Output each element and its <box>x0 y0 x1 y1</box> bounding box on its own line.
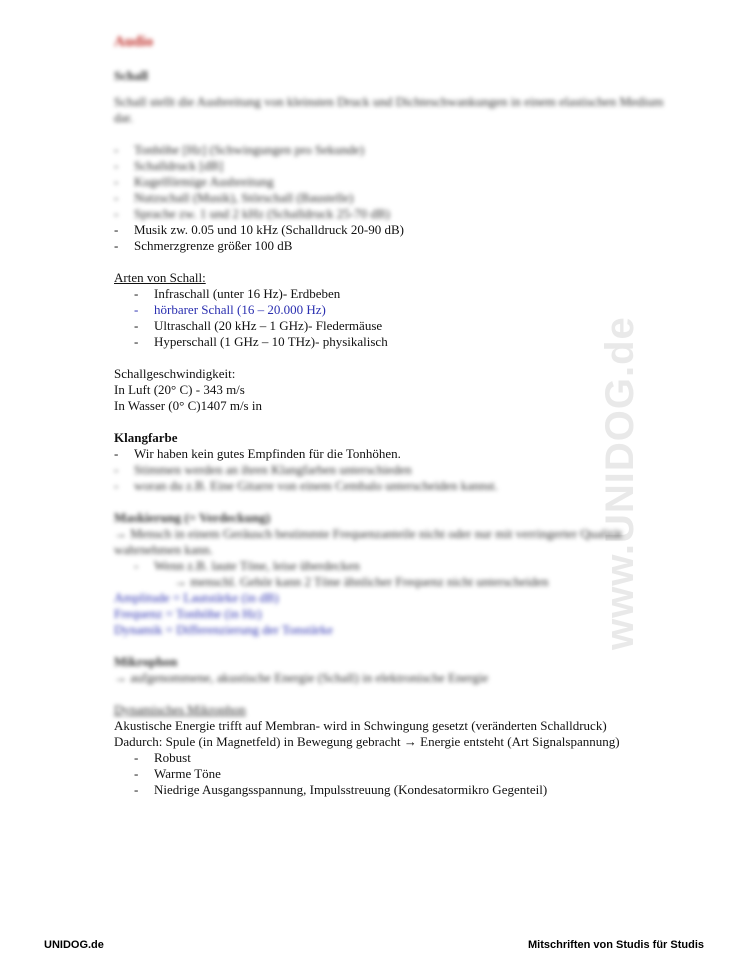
list-item: - woran du z.B. Eine Gitarre von einem Cembalo unterscheiden kannst. <box>114 478 674 494</box>
maskierung-sub <box>114 558 674 574</box>
heading-dynamisches-mikrophon: Dynamisches Mikrophon <box>114 702 246 717</box>
heading-arten: Arten von Schall: <box>114 270 206 285</box>
footer-brand: UNIDOG.de <box>44 939 104 951</box>
watermark-text: www.UNIDOG.de <box>598 316 642 650</box>
maskierung-text: → Mensch in einem Geräusch bestimmte Frequenzanteile nicht oder nur mit verringerter Qualität wahrnehmen kann. <box>114 526 623 557</box>
list-item: - Robust <box>114 750 674 766</box>
heading-klangfarbe: Klangfarbe <box>114 430 178 445</box>
blue-line-frequenz: Frequenz = Tonhöhe (in Hz) <box>114 606 262 621</box>
list-item: - Hyperschall (1 GHz – 10 THz)- physikalisch <box>114 334 674 350</box>
schall-intro: Schall stellt die Ausbreitung von kleinsten Druck und Dichteschwankungen in einem elastischen Medium dar. <box>114 94 664 125</box>
klangfarbe-list <box>114 446 674 494</box>
heading-mikrophon: Mikrophon <box>114 654 178 669</box>
heading-schall: Schall <box>114 68 148 83</box>
list-item: - Infraschall (unter 16 Hz)- Erdbeben <box>114 286 674 302</box>
heading-schallgeschwindigkeit: Schallgeschwindigkeit: <box>114 366 236 381</box>
dynamisch-list <box>114 750 674 798</box>
list-item: - Wir haben kein gutes Empfinden für die Tonhöhen. <box>114 446 674 462</box>
list-item: → menschl. Gehör kann 2 Töne ähnlicher Frequenz nicht unterscheiden <box>174 574 549 589</box>
arten-list <box>114 286 674 350</box>
heading-maskierung: Maskierung (= Verdeckung) <box>114 510 271 525</box>
footer-tagline: Mitschriften von Studis für Studis <box>527 939 704 951</box>
list-item: - Stimmen werden an ihren Klangfarben unterschieden <box>114 462 674 478</box>
list-item: - Sprache zw. 1 und 2 kHz (Schalldruck 25-70 dB) <box>114 206 674 222</box>
list-item: - hörbarer Schall (16 – 20.000 Hz) <box>114 302 674 318</box>
blue-line-amplitude: Amplitude = Lautstärke (in dB) <box>114 590 279 605</box>
schall-list <box>114 142 674 254</box>
list-item: - Kugelförmige Ausbreitung <box>114 174 674 190</box>
blue-line-dynamik: Dynamik = Differenzierung der Tonstärke <box>114 622 333 637</box>
list-item: - Schmerzgrenze größer 100 dB <box>114 238 674 254</box>
list-item: - Niedrige Ausgangsspannung, Impulsstreuung (Kondesatormikro Gegenteil) <box>114 782 674 798</box>
list-item: - Ultraschall (20 kHz – 1 GHz)- Fledermäuse <box>114 318 674 334</box>
speed-air: In Luft (20° C) - 343 m/s <box>114 382 245 397</box>
list-item: - Schalldruck [dB] <box>114 158 674 174</box>
document-page <box>114 34 674 798</box>
list-item: - Wenn z.B. laute Töne, leise überdecken <box>114 558 674 574</box>
page-footer <box>44 937 704 953</box>
dynamisch-line1: Akustische Energie trifft auf Membran- wird in Schwingung gesetzt (veränderten Schalldruck) <box>114 718 607 733</box>
list-item: - Musik zw. 0.05 und 10 kHz (Schalldruck 20-90 dB) <box>114 222 674 238</box>
maskierung-sub2 <box>114 574 674 590</box>
list-item: - Nutzschall (Musik), Störschall (Baustelle) <box>114 190 674 206</box>
mikrophon-text: → aufgenommene, akustische Energie (Schall) in elektronische Energie <box>114 670 489 685</box>
list-item: - Warme Töne <box>114 766 674 782</box>
dynamisch-line2: Dadurch: Spule (in Magnetfeld) in Bewegung gebracht → Energie entsteht (Art Signalspannung) <box>114 734 620 749</box>
document-title: Audio <box>114 34 154 50</box>
speed-water: In Wasser (0° C)1407 m/s in <box>114 398 262 413</box>
list-item: - Tonhöhe [Hz] (Schwingungen pro Sekunde) <box>114 142 674 158</box>
